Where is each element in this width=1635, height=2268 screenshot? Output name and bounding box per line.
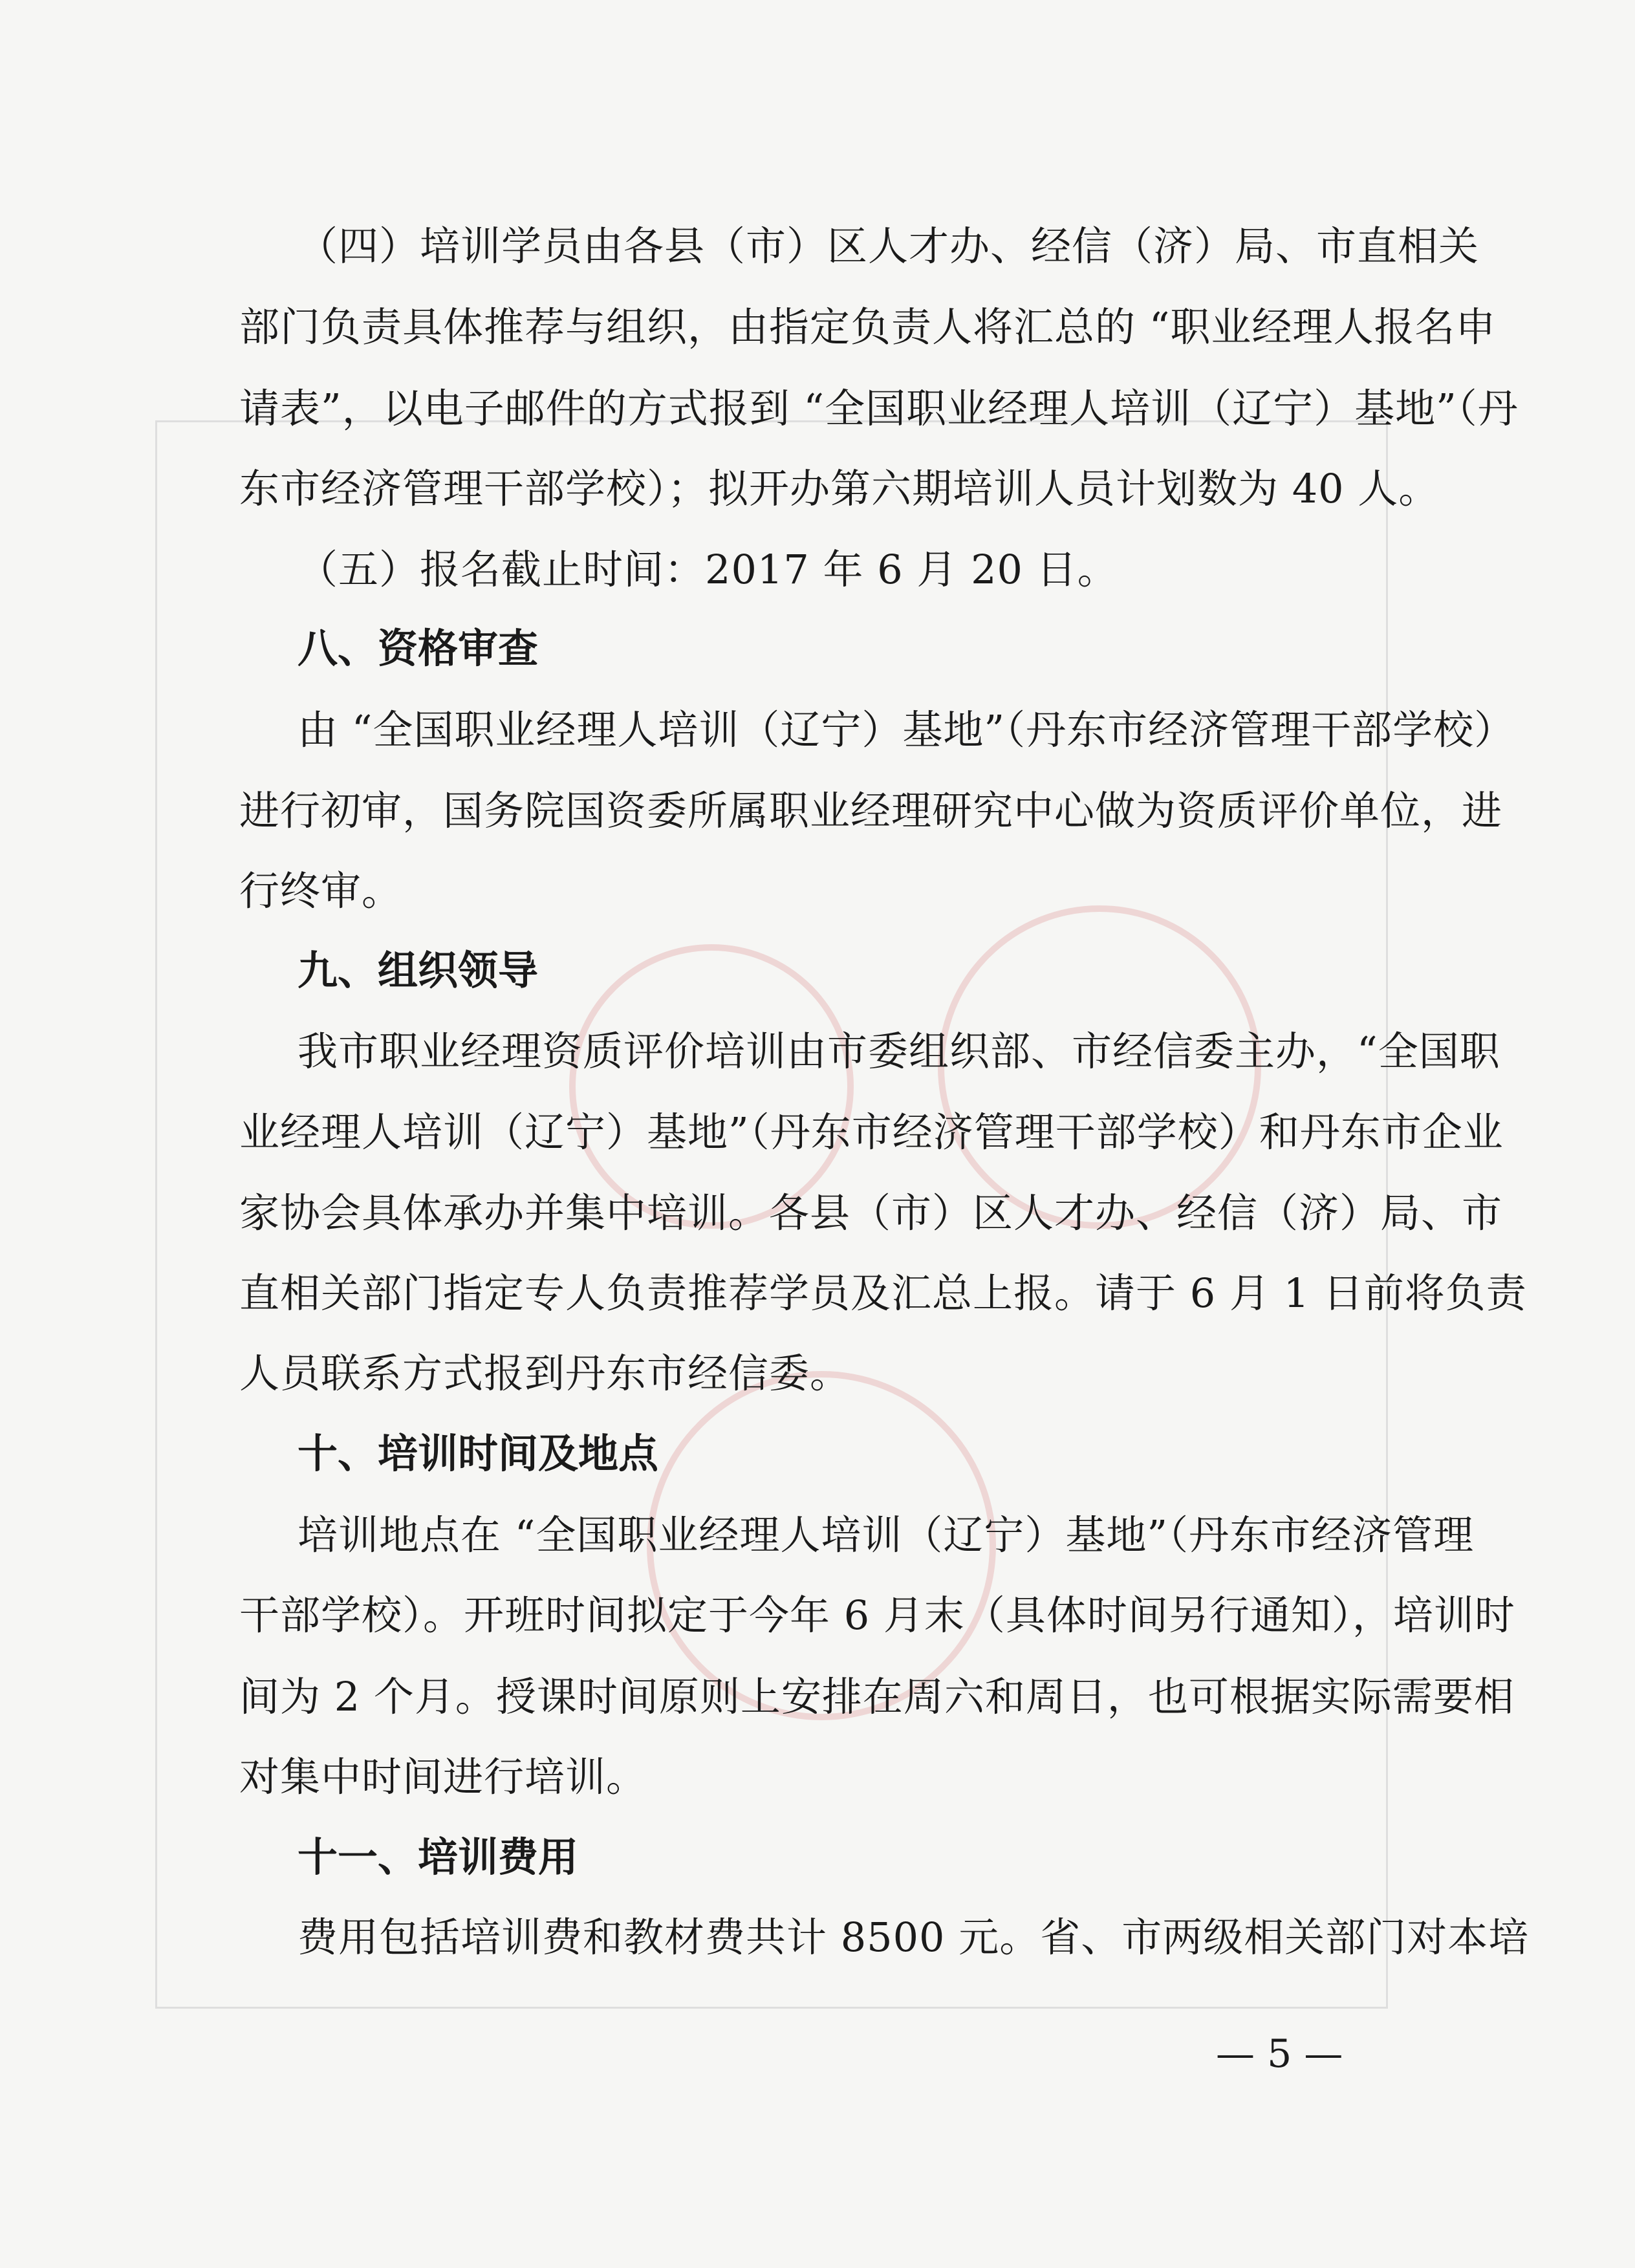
text-line: （五）报名截止时间：2017 年 6 月 20 日。 xyxy=(298,546,1118,593)
text-line: 家协会具体承办并集中培训。各县（市）区人才办、经信（济）局、市 xyxy=(239,1189,1503,1237)
text-line: 间为 2 个月。授课时间原则上安排在周六和周日，也可根据实际需要相 xyxy=(239,1673,1515,1720)
text-line: 由 “全国职业经理人培训（辽宁）基地”（丹东市经济管理干部学校） xyxy=(298,706,1515,753)
section-heading: 九、组织领导 xyxy=(298,947,539,994)
text-line: 培训地点在 “全国职业经理人培训（辽宁）基地”（丹东市经济管理 xyxy=(298,1511,1475,1559)
page-number: — 5 — xyxy=(1216,2031,1343,2077)
text-line: 请表”，以电子邮件的方式报到 “全国职业经理人培训（辽宁）基地”（丹 xyxy=(239,385,1519,432)
text-line: 人员联系方式报到丹东市经信委。 xyxy=(239,1350,851,1397)
text-line: （四）培训学员由各县（市）区人才办、经信（济）局、市直相关 xyxy=(298,222,1480,270)
text-line: 行终审。 xyxy=(239,867,403,914)
text-line: 直相关部门指定专人负责推荐学员及汇总上报。请于 6 月 1 日前将负责 xyxy=(239,1269,1527,1317)
text-line: 对集中时间进行培训。 xyxy=(239,1753,647,1800)
text-line: 部门负责具体推荐与组织，由指定负责人将汇总的 “职业经理人报名申 xyxy=(239,303,1497,351)
section-heading: 十一、培训费用 xyxy=(298,1833,579,1881)
text-line: 我市职业经理资质评价培训由市委组织部、市经信委主办，“全国职 xyxy=(298,1028,1500,1075)
section-heading: 十、培训时间及地点 xyxy=(298,1430,659,1477)
text-line: 费用包括培训费和教材费共计 8500 元。省、市两级相关部门对本培 xyxy=(298,1914,1530,1961)
text-line: 干部学校）。开班时间拟定于今年 6 月末（具体时间另行通知），培训时 xyxy=(239,1592,1515,1639)
bleed-through-seal-left xyxy=(569,944,854,1229)
section-heading: 八、资格审查 xyxy=(298,625,539,672)
text-line: 进行初审，国务院国资委所属职业经理研究中心做为资质评价单位，进 xyxy=(239,787,1503,834)
text-line: 东市经济管理干部学校）；拟开办第六期培训人员计划数为 40 人。 xyxy=(239,465,1440,512)
text-line: 业经理人培训（辽宁）基地”（丹东市经济管理干部学校）和丹东市企业 xyxy=(239,1108,1504,1156)
